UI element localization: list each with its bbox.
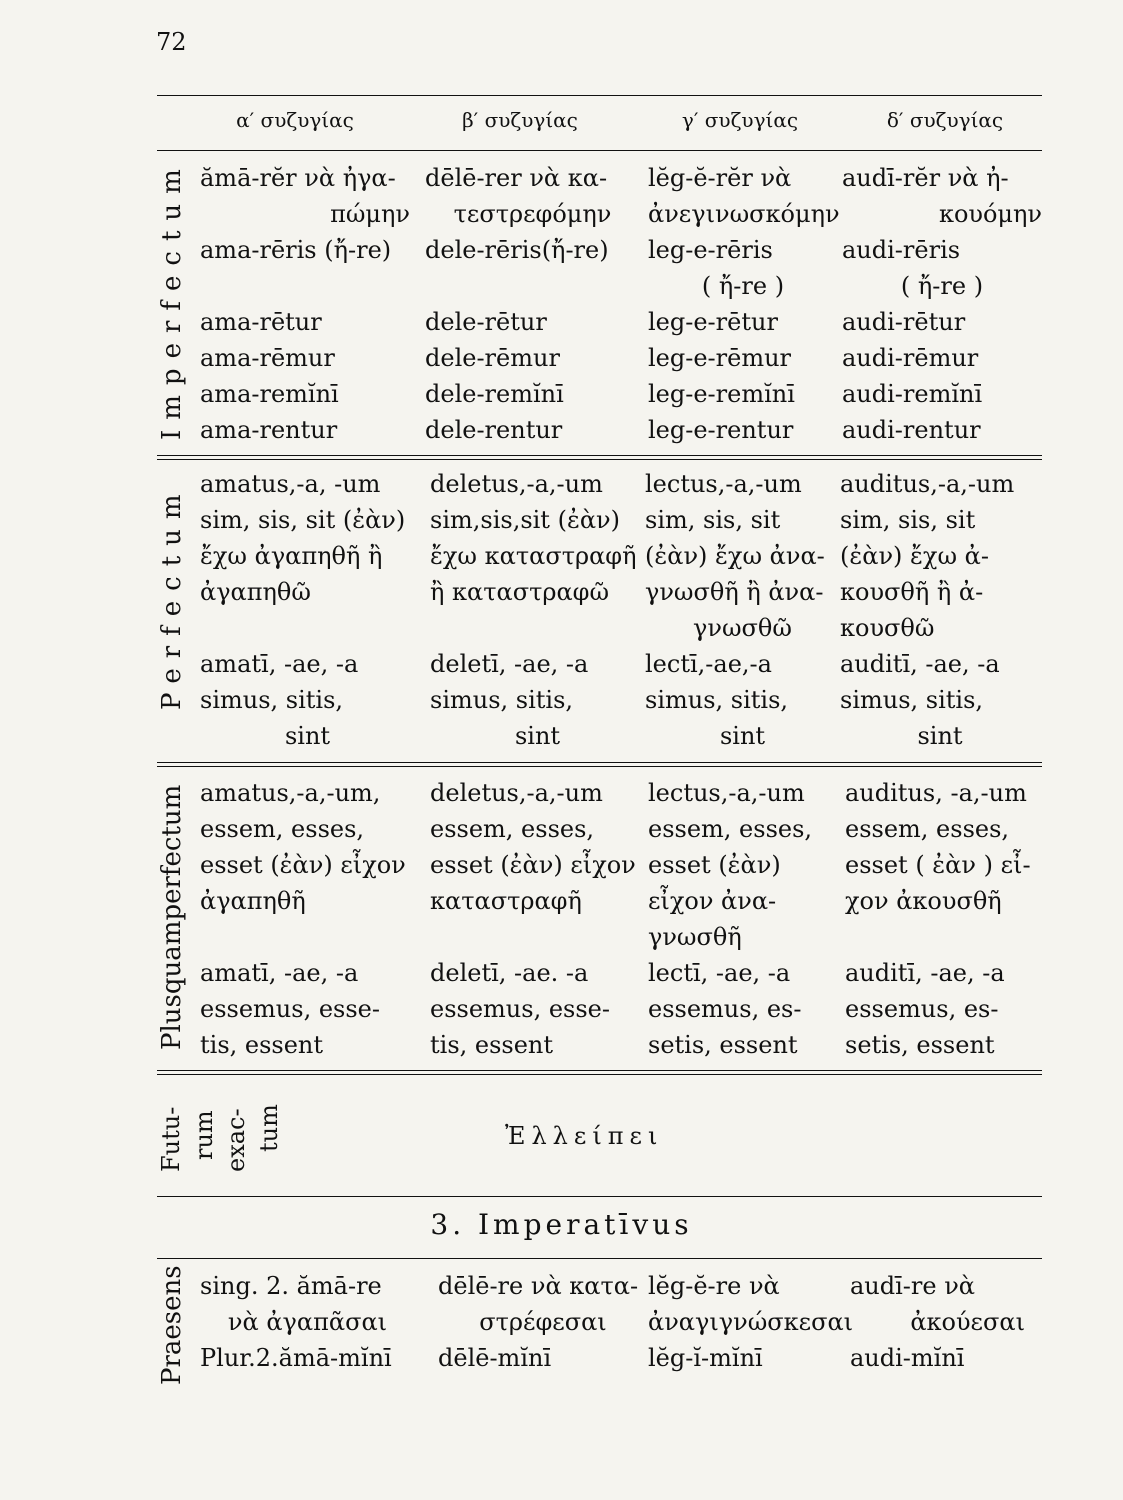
page-number: 72 <box>156 28 187 56</box>
perfectum-col-2: deletus,-a,-um sim,sis,sit (ἐὰν) ἔχω καταστραφῆ ἢ καταστραφῶ deletī, -ae, -a simus, sitis, sint <box>430 470 637 750</box>
label-futurum-1: Futu- <box>157 1106 185 1172</box>
perfectum-col-4: auditus,-a,-um sim, sis, sit (ἐὰν) ἔχω ἀ- κουσθῆ ἢ ἀ- κουσθῶ auditī, -ae, -a simus, sitis, sint <box>840 470 1015 750</box>
label-imperfectum: Imperfectum <box>157 159 187 440</box>
label-futurum-3: exac- <box>222 1108 250 1172</box>
imperfectum-col-4: audī-rĕr νὰ ἠ- κουόμην audi-rēris ( ἤ-re ) audi-rētur audi-rēmur audi-remĭnī audi-rentur <box>842 164 1042 444</box>
section-rule-3 <box>157 1070 1042 1071</box>
plusquamperfectum-col-2: deletus,-a,-um essem, esses, esset (ἐὰν) εἶχον καταστραφῆ deletī, -ae. -a essemus, esse- tis, essent <box>430 779 636 1059</box>
label-plusquamperfectum: Plusquamperfectum <box>157 784 187 1050</box>
label-futurum-2: rum <box>190 1110 218 1160</box>
section-rule-2 <box>157 762 1042 763</box>
header-col-4: δ′ συζυγίας <box>886 108 1004 132</box>
header-col-2: β′ συζυγίας <box>462 108 578 132</box>
label-perfectum: Perfectum <box>157 484 187 710</box>
header-rule <box>157 150 1042 151</box>
section-rule-1 <box>157 455 1042 456</box>
praesens-col-4: audī-re νὰ ἀκούεσαι audi-mĭnī <box>850 1272 1025 1372</box>
perfectum-col-1: amatus,-a, -um sim, sis, sit (ἐὰν) ἔχω ἀγαπηθῆ ἢ ἀγαπηθῶ amatī, -ae, -a simus, sitis, sint <box>200 470 406 750</box>
praesens-col-1: sing. 2. ămā-re νὰ ἀγαπᾶσαι Plur.2.ămā-mĭnī <box>200 1272 392 1372</box>
plusquamperfectum-col-4: auditus, -a,-um essem, esses, esset ( ἐὰν ) εἶ- χον ἀκουσθῆ auditī, -ae, -a essemus, es- setis, essent <box>845 779 1031 1059</box>
imperativus-title: 3. Imperatīvus <box>430 1208 693 1241</box>
label-praesens: Praesens <box>157 1265 187 1385</box>
futurum-ellipsis-text: Ἐλλείπει <box>505 1122 664 1150</box>
label-futurum-4: tum <box>255 1104 283 1152</box>
imperfectum-col-3: lĕg-ĕ-rĕr νὰ ἀνεγινωσκόμην leg-e-rēris ( ἤ-re ) leg-e-rētur leg-e-rēmur leg-e-remĭnī leg-e-rentur <box>648 164 840 444</box>
plusquamperfectum-col-1: amatus,-a,-um, essem, esses, esset (ἐὰν) εἶχον ἀγαπηθῆ amatī, -ae, -a essemus, esse- tis, essent <box>200 779 406 1059</box>
imperfectum-col-2: dēlē-rer νὰ κα- τεστρεφόμην dele-rēris(ἤ-re) dele-rētur dele-rēmur dele-remĭnī dele-rentur <box>425 164 612 444</box>
section-rule-4 <box>157 1196 1042 1197</box>
header-col-1: α′ συζυγίας <box>236 108 354 132</box>
section-rule-5 <box>157 1258 1042 1259</box>
header-col-3: γ′ συζυγίας <box>681 108 799 132</box>
praesens-col-3: lĕg-ĕ-re νὰ ἀναγιγνώσκεσαι lĕg-ĭ-mĭnī <box>648 1272 854 1372</box>
praesens-col-2: dēlē-re νὰ κατα- στρέφεσαι dēlē-mĭnī <box>438 1272 639 1372</box>
perfectum-col-3: lectus,-a,-um sim, sis, sit (ἐὰν) ἔχω ἀνα- γνωσθῆ ἢ ἀνα- γνωσθῶ lectī,-ae,-a simus, sitis, sint <box>645 470 825 750</box>
plusquamperfectum-col-3: lectus,-a,-um essem, esses, esset (ἐὰν) εἶχον ἀνα- γνωσθῆ lectī, -ae, -a essemus, es- setis, essent <box>648 779 813 1059</box>
imperfectum-col-1: ămā-rĕr νὰ ἠγα- πώμην ama-rēris (ἤ-re) ama-rētur ama-rēmur ama-remĭnī ama-rentur <box>200 164 410 444</box>
top-rule <box>157 95 1042 96</box>
